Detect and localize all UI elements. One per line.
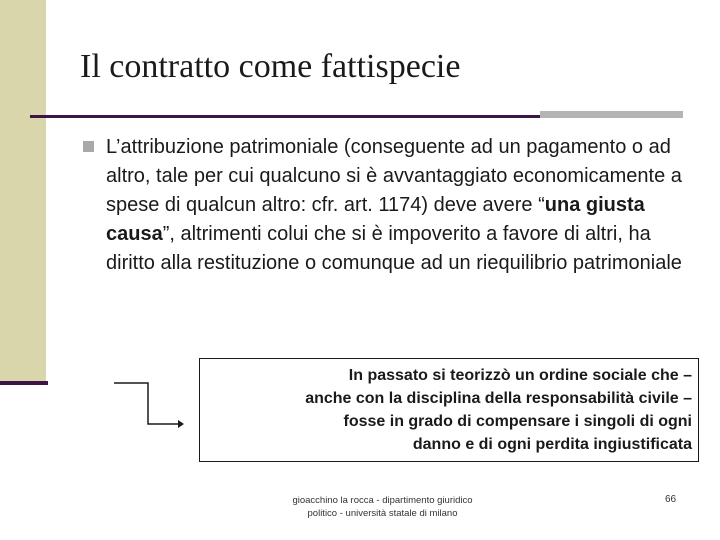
slide-title: Il contratto come fattispecie: [80, 48, 461, 85]
note-line: anche con la disciplina della responsabilità civile –: [305, 390, 692, 407]
bullet-text-end: ”, altrimenti colui che si è impoverito a favore di altri, ha diritto alla restituzione o comunque ad un riequilibrio patrimoniale: [106, 223, 682, 274]
title-divider-accent: [540, 111, 683, 118]
bullet-square-icon: [83, 141, 94, 152]
left-bar-edge: [0, 381, 48, 385]
note-line: fosse in grado di compensare i singoli di ogni: [343, 413, 692, 430]
page-number: 66: [665, 494, 677, 505]
bullet-text-start: L’attribuzione patrimoniale (conseguente ad un pagamento o ad altro, tale per cui qualcuno si è avvantaggiato economicamente a spese di qualcun altro: cfr. art. 1174) deve avere “: [106, 136, 682, 216]
bullet-text-bold: una giusta causa: [106, 194, 645, 245]
bullet-text: [106, 133, 696, 278]
title-divider: [30, 115, 540, 118]
note-box: [199, 358, 699, 462]
note-text: [305, 364, 692, 456]
note-line: danno e di ogni perdita ingiustificata: [412, 436, 692, 453]
elbow-arrow-icon: [110, 378, 190, 434]
left-decorative-bar: [0, 0, 46, 383]
footer-line: gioacchino la rocca - dipartimento giuridico: [292, 495, 473, 506]
note-line: In passato si teorizzò un ordine sociale che –: [348, 367, 692, 384]
footer: [270, 494, 495, 520]
footer-line: politico - università statale di milano: [307, 508, 458, 519]
